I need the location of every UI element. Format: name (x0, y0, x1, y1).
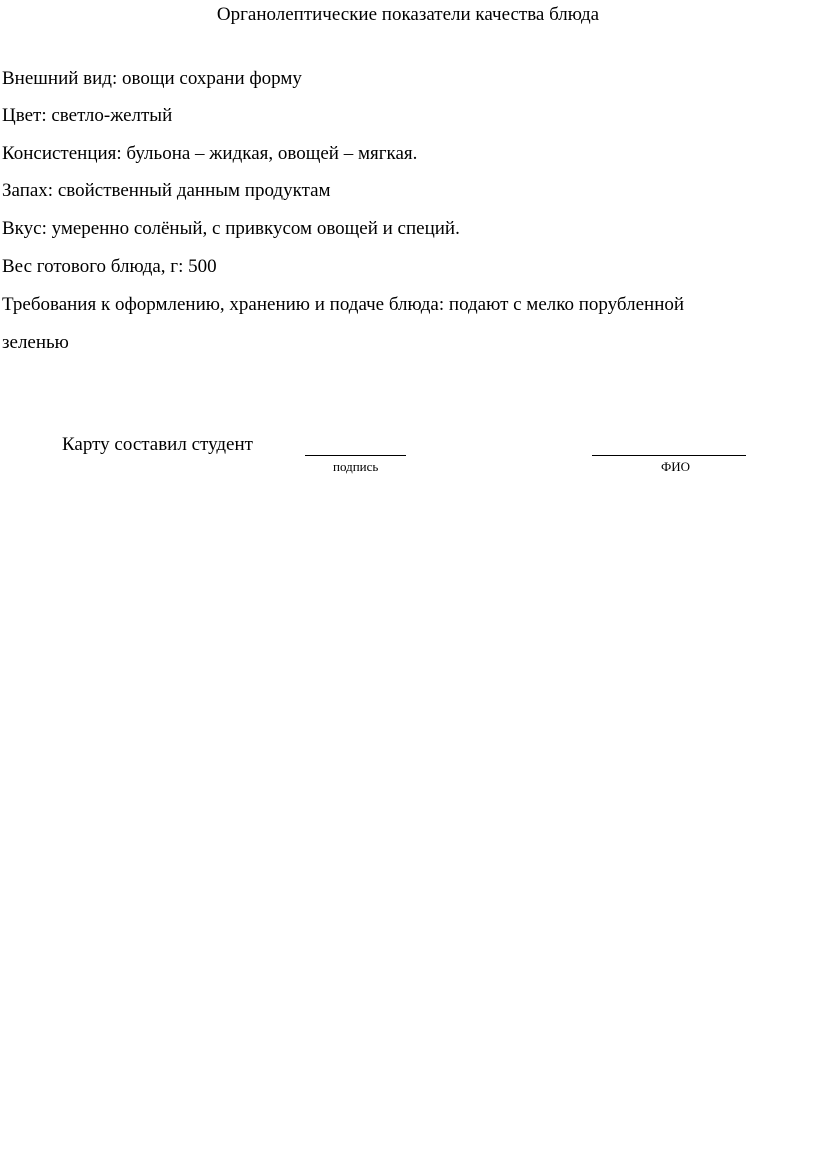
serving-requirements-continuation: зеленью (2, 332, 69, 353)
serving-requirements-line: Требования к оформлению, хранению и подаче блюда: подают с мелко порубленной (2, 294, 685, 315)
signoff-label: Карту составил студент (62, 434, 253, 455)
taste-line: Вкус: умеренно солёный, с привкусом овощей и специй. (2, 218, 460, 239)
page-title: Органолептические показатели качества блюда (216, 4, 600, 25)
signature-caption: подпись (333, 459, 379, 474)
name-blank (592, 455, 746, 456)
smell-line: Запах: свойственный данным продуктам (2, 180, 331, 201)
appearance-line: Внешний вид: овощи сохрани форму (2, 68, 302, 89)
signature-blank (305, 455, 406, 456)
name-caption: ФИО (661, 459, 691, 474)
weight-line: Вес готового блюда, г: 500 (2, 256, 217, 277)
color-line: Цвет: светло-желтый (2, 105, 173, 126)
consistency-line: Консистенция: бульона – жидкая, овощей – мягкая. (2, 143, 418, 164)
